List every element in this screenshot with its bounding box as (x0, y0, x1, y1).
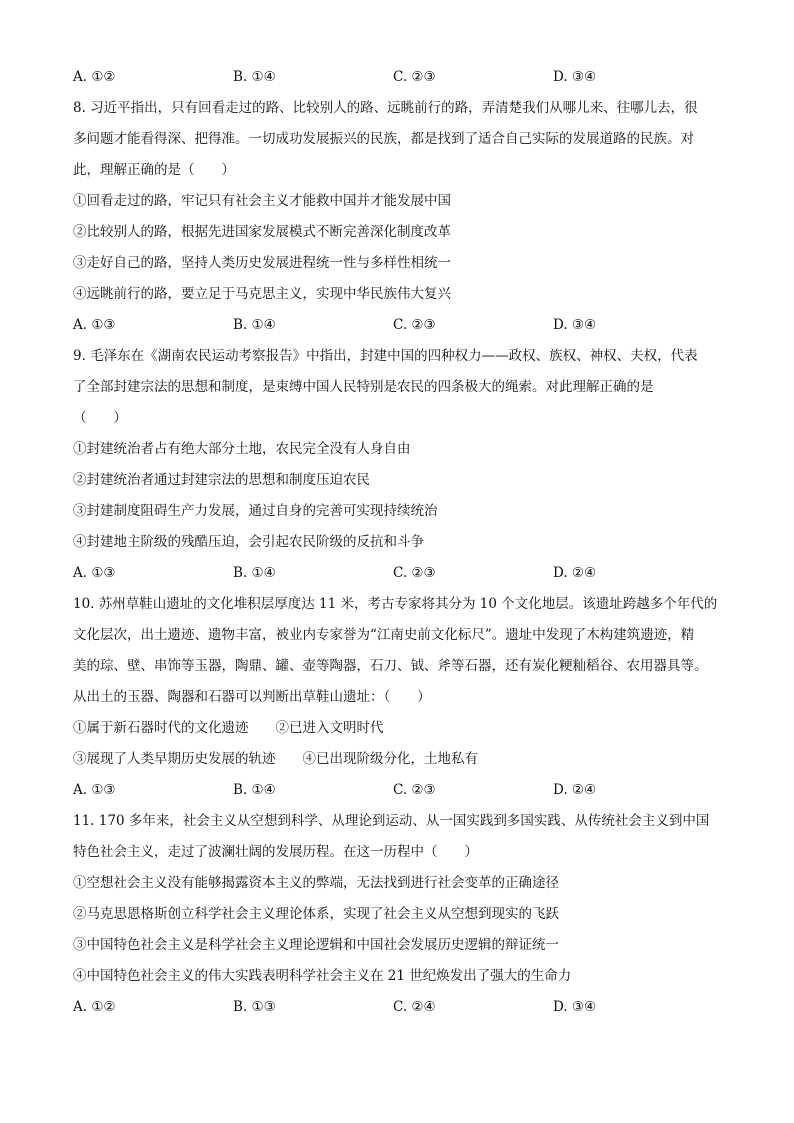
q10-item: ③展现了人类早期历史发展的轨迹 ④已出现阶级分化，土地私有 (73, 751, 478, 767)
q10-option-d: D. ②④ (553, 782, 597, 798)
q7-option-d: D. ③④ (553, 69, 597, 85)
q9-stem-line: （ ） (73, 410, 127, 426)
q8-option-b: B. ①④ (233, 317, 276, 333)
q10-option-a: A. ①③ (73, 782, 116, 798)
q11-item: ④中国特色社会主义的伟大实践表明科学社会主义在 21 世纪焕发出了强大的生命力 (73, 968, 572, 984)
q10-stem-line: 10. 苏州草鞋山遗址的文化堆积层厚度达 11 米，考古专家将其分为 10 个文化地层。该遗址跨越多个年代的 (73, 596, 718, 612)
q10-option-b: B. ①④ (233, 782, 276, 798)
q9-options (73, 558, 733, 589)
question-11 (73, 806, 733, 1023)
question-10 (73, 589, 733, 806)
q11-item: ②马克思恩格斯创立科学社会主义理论体系，实现了社会主义从空想到现实的飞跃 (73, 906, 559, 922)
q10-item: ①属于新石器时代的文化遗迹 ②已进入文明时代 (73, 720, 384, 736)
q7-option-b: B. ①④ (233, 69, 276, 85)
q8-option-a: A. ①③ (73, 317, 116, 333)
q10-stem-line: 美的琮、壁、串饰等玉器，陶鼎、罐、壶等陶器，石刀、钺、斧等石器，还有炭化粳籼稻谷、农用器具等。 (73, 658, 708, 674)
q9-option-a: A. ①③ (73, 565, 116, 581)
q11-stem-line: 11. 170 多年来，社会主义从空想到科学、从理论到运动、从一国实践到多国实践、从传统社会主义到中国 (73, 813, 710, 829)
q11-option-a: A. ①② (73, 999, 116, 1015)
q8-stem-line: 8. 习近平指出，只有回看走过的路、比较别人的路、远眺前行的路，弄清楚我们从哪儿来、往哪儿去，很 (73, 100, 698, 116)
q9-option-b: B. ①④ (233, 565, 276, 581)
q8-item: ②比较别人的路，根据先进国家发展模式不断完善深化制度改革 (73, 224, 451, 240)
q10-options (73, 775, 733, 806)
q11-options (73, 992, 733, 1023)
q10-option-c: C. ②③ (393, 782, 436, 798)
q7-options (73, 62, 733, 93)
q8-options (73, 310, 733, 341)
q9-option-d: D. ②④ (553, 565, 597, 581)
q9-stem-line: 了全部封建宗法的思想和制度，是束缚中国人民特别是农民的四条极大的绳索。对此理解正确的是 (73, 379, 654, 395)
q8-item: ④远眺前行的路，要立足于马克思主义，实现中华民族伟大复兴 (73, 286, 451, 302)
q8-item: ①回看走过的路，牢记只有社会主义才能救中国并才能发展中国 (73, 193, 451, 209)
q10-stem-line: 文化层次，出土遗迹、遗物丰富，被业内专家誉为“江南史前文化标尺”。遗址中发现了木构建筑遗迹，精 (73, 627, 695, 643)
q11-item: ①空想社会主义没有能够揭露资本主义的弊端，无法找到进行社会变革的正确途径 (73, 875, 559, 891)
question-8 (73, 93, 733, 341)
q11-stem-line: 特色社会主义，走过了波澜壮阔的发展历程。在这一历程中（ ） (73, 844, 478, 860)
q9-item: ④封建地主阶级的残酷压迫，会引起农民阶级的反抗和斗争 (73, 534, 424, 550)
q7-option-c: C. ②③ (393, 69, 436, 85)
q11-option-b: B. ①③ (233, 999, 276, 1015)
q8-item: ③走好自己的路，坚持人类历史发展进程统一性与多样性相统一 (73, 255, 451, 271)
q9-item: ②封建统治者通过封建宗法的思想和制度压迫农民 (73, 472, 370, 488)
q9-option-c: C. ②③ (393, 565, 436, 581)
question-9 (73, 341, 733, 589)
q9-item: ③封建制度阻碍生产力发展，通过自身的完善可实现持续统治 (73, 503, 438, 519)
q8-option-c: C. ②③ (393, 317, 436, 333)
q11-option-d: D. ③④ (553, 999, 597, 1015)
q11-item: ③中国特色社会主义是科学社会主义理论逻辑和中国社会发展历史逻辑的辩证统一 (73, 937, 559, 953)
q7-option-a: A. ①② (73, 69, 116, 85)
page-content (73, 62, 733, 1023)
q9-item: ①封建统治者占有绝大部分土地，农民完全没有人身自由 (73, 441, 411, 457)
q8-stem-line: 此，理解正确的是（ ） (73, 162, 235, 178)
q9-stem-line: 9. 毛泽东在《湖南农民运动考察报告》中指出，封建中国的四种权力——政权、族权、神权、夫权，代表 (73, 348, 698, 364)
q8-stem-line: 多问题才能看得深、把得准。一切成功发展振兴的民族，都是找到了适合自己实际的发展道路的民族。对 (73, 131, 694, 147)
q8-option-d: D. ③④ (553, 317, 597, 333)
q10-stem-line: 从出土的玉器、陶器和石器可以判断出草鞋山遗址：（ ） (73, 689, 431, 705)
q11-option-c: C. ②④ (393, 999, 436, 1015)
